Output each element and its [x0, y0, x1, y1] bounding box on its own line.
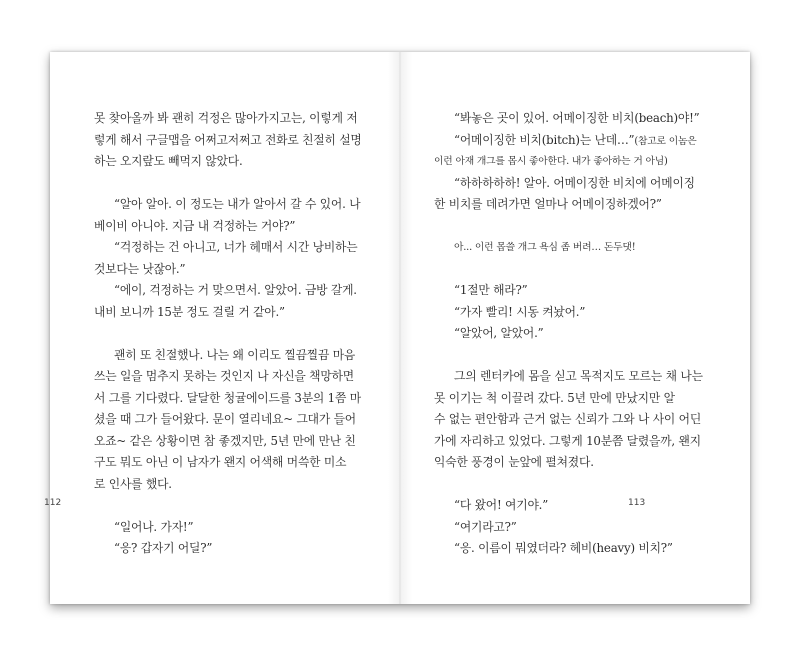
- paragraph-gap: [434, 345, 706, 367]
- text-line: “알아 알아. 이 정도는 내가 알아서 갈 수 있어. 나: [114, 197, 361, 211]
- text-line: 셨을 때 그가 들어왔다. 문이 열리네요~ 그대가 들어: [94, 412, 357, 426]
- text-line: “다 왔어! 여기야.”: [454, 498, 549, 512]
- dialogue-text: “어메이징한 비치(bitch)는 난데…”: [454, 132, 635, 147]
- page-number-left: 112: [44, 498, 62, 508]
- text-line: 서 그를 기다렸다. 달달한 청귤에이드를 3분의 1쯤 마: [94, 390, 361, 405]
- text-line: “여기라고?”: [454, 519, 517, 534]
- text-line: “하하하하하! 알아. 어메이징한 비치에 어메이징: [454, 175, 695, 190]
- text-line: 익숙한 풍경이 눈앞에 펼쳐졌다.: [434, 455, 594, 469]
- text-line: 오죠~ 같은 상황이면 참 좋겠지만, 5년 만에 만난 친: [94, 433, 356, 448]
- text-line: “에이, 걱정하는 거 맞으면서. 알았어. 금방 갈게.: [114, 283, 357, 297]
- text-line: 못 찾아올까 봐 괜히 걱정은 많아가지고는, 이렇게 저: [94, 111, 358, 125]
- paragraph-gap: [434, 216, 706, 238]
- left-page: [50, 52, 400, 604]
- paragraph-gap: [434, 474, 706, 496]
- right-page: [400, 52, 750, 604]
- left-page-text: [94, 108, 366, 560]
- text-line: 그의 렌터카에 몸을 싣고 목적지도 모르는 채 나는: [454, 369, 703, 383]
- text-line: 베이비 아니야. 지금 내 걱정하는 거야?”: [94, 218, 296, 233]
- text-line: “응? 갑자기 어딜?”: [114, 541, 213, 555]
- text-line: 렇게 해서 구글맵을 어쩌고저쩌고 전화로 친절히 설명: [94, 132, 362, 147]
- text-line: 구도 뭐도 아닌 이 남자가 왠지 어색해 머쓱한 미소: [94, 455, 347, 469]
- text-line: “1절만 해라?”: [454, 283, 528, 297]
- text-line: [434, 130, 706, 152]
- right-page-text: [434, 108, 706, 560]
- text-line: 하는 오지랖도 빼먹지 않았다.: [94, 154, 243, 168]
- text-line: 못 이기는 척 이끌려 갔다. 5년 만에 만났지만 알: [434, 390, 675, 405]
- text-line: 이런 아재 개그를 몹시 좋아한다. 내가 좋아하는 거 아님): [434, 156, 668, 167]
- paragraph-gap: [94, 323, 366, 345]
- text-line: 한 비치를 데려가면 얼마나 어메이징하겠어?”: [434, 197, 662, 211]
- text-line: 로 인사를 했다.: [94, 476, 172, 491]
- book-spread: [50, 52, 750, 604]
- paragraph-gap: [434, 259, 706, 281]
- paragraph-gap: [94, 173, 366, 195]
- text-line: “가자 빨리! 시동 켜놨어.”: [454, 304, 586, 319]
- text-line: 아... 이런 몹쓸 개그 욕심 좀 버려… 돈두댓!: [454, 242, 636, 253]
- text-line: 괜히 또 친절했나. 나는 왜 이리도 찔끔찔끔 마음: [114, 347, 356, 362]
- paragraph-gap: [94, 495, 366, 517]
- text-line: “알았어, 알았어.”: [454, 326, 544, 340]
- text-line: 내비 보니까 15분 정도 걸릴 거 같아.”: [94, 304, 285, 319]
- text-line: 수 없는 편안함과 근거 없는 신뢰가 그와 나 사이 어딘: [434, 412, 702, 426]
- text-line: 것보다는 낫잖아.”: [94, 261, 186, 276]
- aside-note: (참고로 이놈은: [634, 135, 697, 147]
- text-line: “응. 이름이 뭐였더라? 헤비(heavy) 비치?”: [454, 541, 673, 555]
- text-line: 쓰는 일을 멈추지 못하는 것인지 나 자신을 책망하면: [94, 369, 354, 383]
- text-line: “일어나. 가자!”: [114, 519, 194, 534]
- page-number-right: 113: [628, 498, 646, 508]
- text-line: 가에 자리하고 있었다. 그렇게 10분쯤 달렸을까, 왠지: [434, 433, 701, 448]
- text-line: “걱정하는 건 아니고, 너가 헤매서 시간 낭비하는: [114, 240, 358, 254]
- text-line: “봐놓은 곳이 있어. 어메이징한 비치(beach)야!”: [454, 111, 700, 125]
